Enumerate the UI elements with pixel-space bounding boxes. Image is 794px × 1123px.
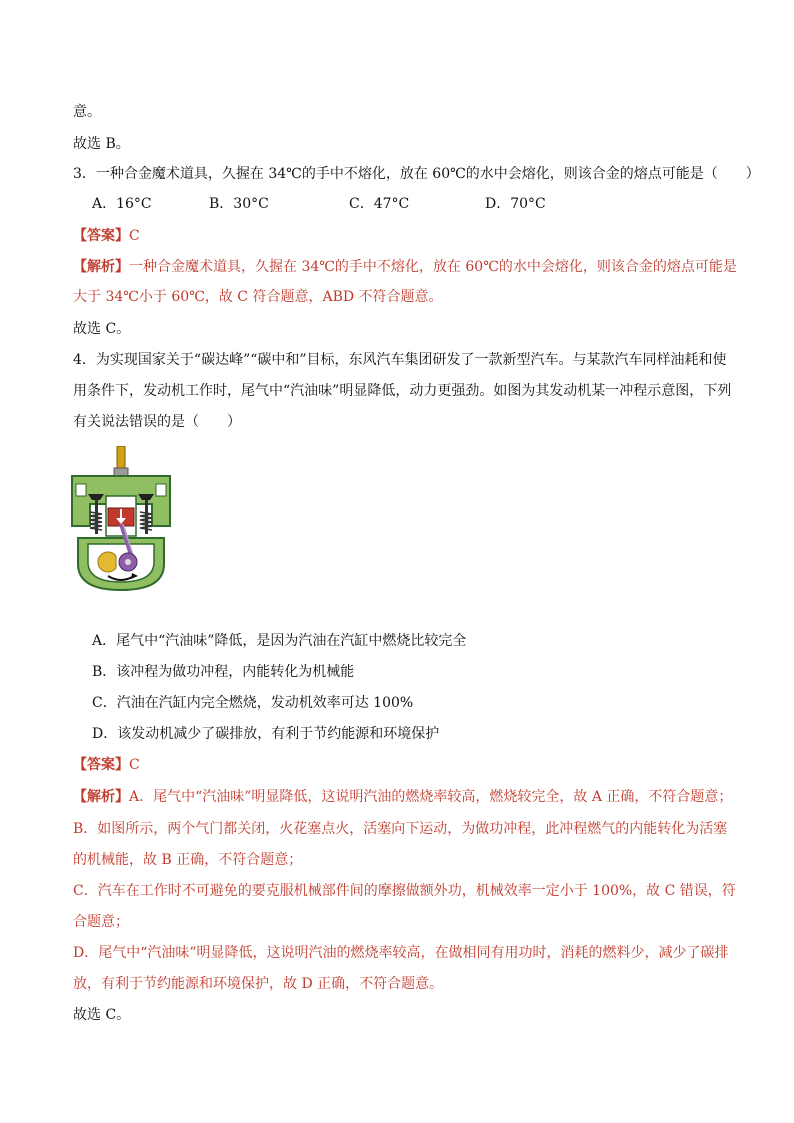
analysis-4-line-6: D．尾气中“汽油味”明显降低，这说明汽油的燃烧率较高，在做相同有用功时，消耗的燃料少，减少了碳排 — [73, 945, 729, 961]
answer-3 — [73, 226, 140, 246]
text-line: 故选 B。 — [73, 136, 130, 152]
analysis-4-line-7: 放，有利于节约能源和环境保护，故 D 正确，不符合题意。 — [73, 976, 444, 992]
question-4-line-1: 4．为实现国家关于“碳达峰”“碳中和”目标，东风汽车集团研发了一款新型汽车。与某款汽车同样油耗和使 — [73, 352, 727, 368]
analysis-4-line-1 — [73, 787, 732, 807]
analysis-4-line-5: 合题意； — [73, 914, 129, 930]
analysis-tag: 【解析】 — [73, 789, 129, 805]
text-line: 意。 — [73, 104, 101, 120]
answer-tag: 【答案】 — [73, 228, 129, 244]
question-4-line-3: 有关说法错误的是（ ） — [73, 414, 241, 430]
option-d: D．70°C — [485, 196, 546, 212]
analysis-3-line-2: 大于 34℃小于 60℃，故 C 符合题意，ABD 不符合题意。 — [73, 289, 443, 305]
analysis-text: A．尾气中“汽油味”明显降低，这说明汽油的燃烧率较高，燃烧较完全，故 A 正确，不符合题意； — [129, 789, 733, 805]
answer-value: C — [129, 228, 140, 244]
option-a: A．16°C — [92, 196, 152, 212]
analysis-text: 一种合金魔术道具，久握在 34℃的手中不熔化，放在 60℃的水中会熔化，则该合金的熔点可能是 — [129, 259, 737, 275]
choice-c: C．汽油在汽缸内完全燃烧，发动机效率可达 100% — [92, 695, 414, 711]
choice-d: D．该发动机减少了碳排放，有利于节约能源和环境保护 — [92, 726, 440, 742]
question-3: 3．一种合金魔术道具，久握在 34℃的手中不熔化，放在 60℃的水中会熔化，则该合金的熔点可能是（ ） — [73, 166, 760, 182]
analysis-tag: 【解析】 — [73, 259, 129, 275]
answer-4 — [73, 755, 140, 775]
analysis-4-line-4: C．汽车在工作时不可避免的要克服机械部件间的摩擦做额外功，机械效率一定小于 100%，故 C 错误，符 — [73, 883, 736, 899]
choice-a: A．尾气中“汽油味”降低，是因为汽油在汽缸中燃烧比较完全 — [92, 633, 467, 649]
analysis-4-line-3: 的机械能，故 B 正确，不符合题意； — [73, 852, 303, 868]
choose-4: 故选 C。 — [73, 1007, 131, 1023]
analysis-4-line-2: B．如图所示，两个气门都关闭，火花塞点火，活塞向下运动，为做功冲程，此冲程燃气的内能转化为活塞 — [73, 821, 728, 837]
analysis-3-line-1 — [73, 257, 737, 277]
choose-3: 故选 C。 — [73, 321, 131, 337]
choice-b: B．该冲程为做功冲程，内能转化为机械能 — [92, 664, 355, 680]
option-b: B．30°C — [209, 196, 269, 212]
option-c: C．47°C — [349, 196, 410, 212]
question-4-line-2: 用条件下，发动机工作时，尾气中“汽油味”明显降低，动力更强劲。如图为其发动机某一冲程示意图，下列 — [73, 383, 732, 399]
engine-power-stroke-diagram — [70, 446, 178, 592]
answer-value: C — [129, 757, 140, 773]
answer-tag: 【答案】 — [73, 757, 129, 773]
